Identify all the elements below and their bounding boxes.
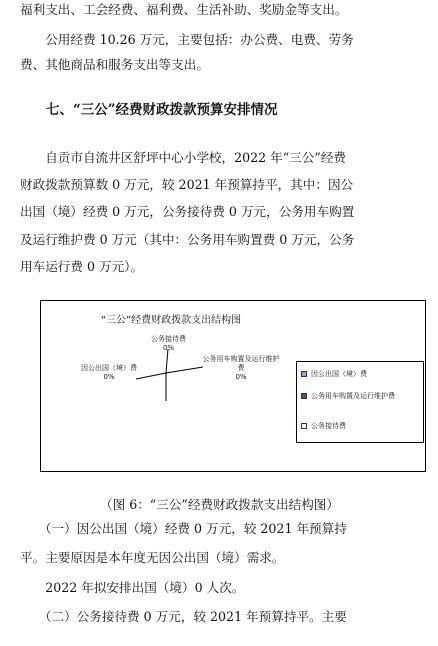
slice-label-vehicle-name: 公务用车购置及运行维护费 bbox=[202, 355, 280, 372]
body-line: 用车运行费 0 万元）。 bbox=[20, 259, 144, 274]
slice-leader-vehicle bbox=[166, 367, 203, 373]
legend-label: 公务接待费 bbox=[311, 422, 346, 430]
legend-label: 因公出国（境）费 bbox=[311, 370, 367, 378]
chart-title: “三公”经费财政拨款支出结构图 bbox=[100, 315, 242, 326]
slice-label-vehicle bbox=[201, 355, 281, 382]
body-line: 公用经费 10.26 万元，主要包括：办公费、电费、劳务 bbox=[20, 32, 354, 47]
legend-swatch bbox=[301, 393, 307, 399]
pie-chart bbox=[40, 300, 426, 472]
slice-label-travel-name: 因公出国（境）费 bbox=[81, 364, 137, 372]
slice-label-travel-value: 0% bbox=[103, 373, 115, 381]
body-line: 福利支出、工会经费、福利费、生活补助、奖励金等支出。 bbox=[20, 2, 348, 17]
body-line: （一）因公出国（境）经费 0 万元，较 2021 年预算持 bbox=[20, 521, 347, 536]
legend-swatch bbox=[301, 371, 307, 377]
body-line: （二）公务接待费 0 万元，较 2021 年预算持平。主要 bbox=[20, 609, 347, 624]
legend-swatch bbox=[301, 423, 307, 429]
slice-label-reception bbox=[151, 335, 186, 353]
figure-caption: （图 6：“三公”经费财政拨款支出结构图） bbox=[100, 497, 339, 512]
body-line: 平。主要原因是本年度无因公出国（境）需求。 bbox=[20, 550, 285, 565]
section-heading: 七、“三公”经费财政拨款预算安排情况 bbox=[46, 102, 278, 118]
chart-legend bbox=[296, 361, 424, 443]
slice-label-reception-value: 0% bbox=[162, 344, 175, 352]
slice-label-reception-name: 公务接待费 bbox=[151, 335, 186, 343]
slice-label-travel bbox=[81, 364, 137, 382]
body-line: 及运行维护费 0 万元（其中：公务用车购置费 0 万元，公务 bbox=[20, 232, 355, 247]
legend-label: 公务用车购置及运行维护费 bbox=[311, 392, 395, 400]
body-line: 出国（境）经费 0 万元，公务接待费 0 万元，公务用车购置 bbox=[20, 204, 355, 219]
slice-leader-travel bbox=[136, 373, 166, 379]
pie-plot bbox=[41, 301, 291, 471]
body-line: 财政拨款预算数 0 万元，较 2021 年预算持平，其中：因公 bbox=[20, 177, 354, 192]
slice-label-vehicle-value: 0% bbox=[235, 373, 247, 381]
body-line: 自贡市自流井区舒坪中心小学校，2022 年“三公”经费 bbox=[20, 150, 346, 165]
body-line: 费、其他商品和服务支出等支出。 bbox=[20, 57, 209, 72]
body-line: 2022 年拟安排出国（境）0 人次。 bbox=[20, 580, 245, 595]
